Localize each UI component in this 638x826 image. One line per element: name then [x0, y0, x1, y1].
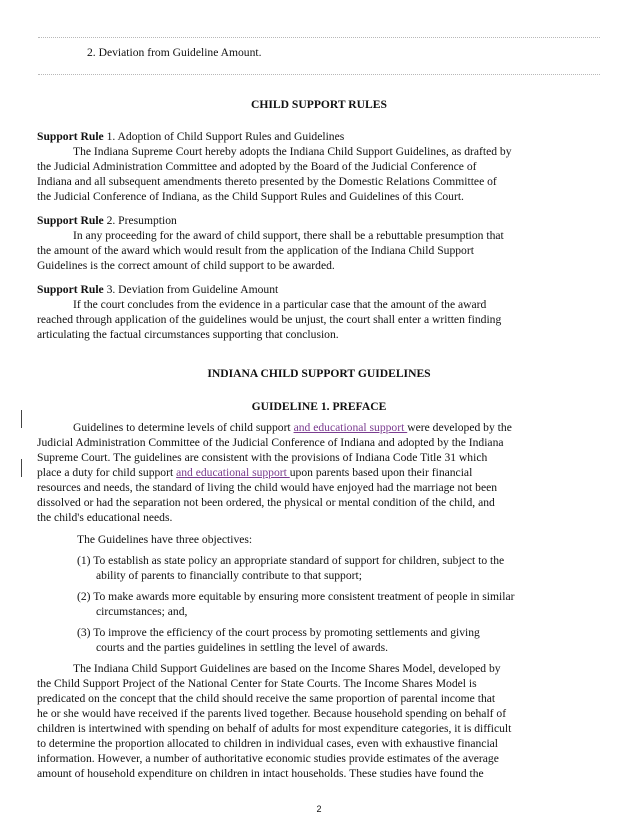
income-shares-line: children is intertwined with spending on behalf of adults for most expenditure categories, it is difficult — [37, 722, 512, 735]
preface-text: place a duty for child support — [37, 466, 177, 479]
rule1-line: Indiana and all subsequent amendments thereto presented by the Domestic Relations Committee of — [37, 175, 497, 188]
income-shares-line: amount of household expenditure on children in intact households. These studies have found the — [37, 767, 484, 780]
guidelines-heading: INDIANA CHILD SUPPORT GUIDELINES — [207, 367, 431, 380]
income-shares-line: he or she would have received if the parents lived together. Because household spending on behalf of — [37, 707, 507, 720]
preface-line — [73, 421, 512, 435]
rule3-label: Support Rule — [37, 283, 104, 296]
income-shares-line: to determine the proportion allocated to children in individual cases, even with exhaustive financial — [37, 737, 499, 750]
rule3-line: articulating the factual circumstances supporting that conclusion. — [37, 328, 339, 341]
rule2-line: the amount of the award which would result from the application of the Indiana Child Support — [37, 244, 474, 257]
preface-line: Supreme Court. The guidelines are consistent with the provisions of Indiana Code Title 31 which — [37, 451, 488, 464]
revision-bar — [21, 459, 22, 477]
educational-support-link[interactable]: and educational support — [293, 421, 408, 434]
page-number: 2 — [316, 804, 322, 814]
rule2-title-text: 2. Presumption — [103, 214, 177, 227]
objective-item: (1) To establish as state policy an appropriate standard of support for children, subject to the — [77, 554, 505, 567]
income-shares-line: information. However, a number of authoritative economic studies provide estimates of the average — [37, 752, 499, 765]
rule2-line: Guidelines is the correct amount of child support to be awarded. — [37, 259, 335, 272]
guideline1-heading: GUIDELINE 1. PREFACE — [251, 400, 387, 413]
preface-text: were developed by the — [407, 421, 512, 434]
rule3-title — [37, 283, 278, 297]
rule3-line: If the court concludes from the evidence in a particular case that the amount of the award — [73, 298, 487, 311]
toc-item[interactable]: 2. Deviation from Guideline Amount. — [87, 46, 262, 59]
rule1-line: the Judicial Conference of Indiana, as the Child Support Rules and Guidelines of this Court. — [37, 190, 464, 203]
income-shares-line: predicated on the concept that the child should receive the same proportion of parental income that — [37, 692, 496, 705]
objective-item: (3) To improve the efficiency of the court process by promoting settlements and giving — [77, 626, 480, 639]
rule1-line: The Indiana Supreme Court hereby adopts the Indiana Child Support Guidelines, as drafted by — [73, 145, 512, 158]
rule2-line: In any proceeding for the award of child support, there shall be a rebuttable presumption that — [73, 229, 504, 242]
income-shares-line: The Indiana Child Support Guidelines are based on the Income Shares Model, developed by — [73, 662, 501, 675]
rule3-title-text: 3. Deviation from Guideline Amount — [103, 283, 279, 296]
rule1-line: the Judicial Administration Committee and adopted by the Board of the Judicial Conference of — [37, 160, 477, 173]
educational-support-link[interactable]: and educational support — [176, 466, 290, 479]
preface-line: Judicial Administration Committee of the Judicial Conference of Indiana and adopted by the Indiana — [37, 436, 504, 449]
preface-line: resources and needs, the standard of living the child would have enjoyed had the marriage not been — [37, 481, 498, 494]
rule1-title — [37, 130, 344, 144]
objectives-intro: The Guidelines have three objectives: — [77, 533, 253, 546]
objective-item: courts and the parties guidelines in settling the level of awards. — [96, 641, 389, 654]
preface-line: the child's educational needs. — [37, 511, 173, 524]
preface-line — [37, 466, 472, 480]
rule1-label: Support Rule — [37, 130, 104, 143]
child-support-rules-heading: CHILD SUPPORT RULES — [251, 98, 387, 111]
preface-text: Guidelines to determine levels of child support — [73, 421, 294, 434]
rule2-title — [37, 214, 177, 228]
rule3-line: reached through application of the guidelines would be unjust, the court shall enter a written finding — [37, 313, 502, 326]
objective-item: (2) To make awards more equitable by ensuring more consistent treatment of people in similar — [77, 590, 515, 603]
preface-text: upon parents based upon their financial — [289, 466, 473, 479]
income-shares-line: the Child Support Project of the National Center for State Courts. The Income Shares Model is — [37, 677, 477, 690]
divider-top — [38, 37, 600, 38]
divider-bottom — [38, 74, 600, 75]
preface-line: dissolved or had the separation not been ordered, the physical or mental condition of the child, and — [37, 496, 495, 509]
revision-bar — [21, 410, 22, 428]
rule2-label: Support Rule — [37, 214, 104, 227]
objective-item: ability of parents to financially contribute to that support; — [96, 569, 362, 582]
rule1-title-text: 1. Adoption of Child Support Rules and Guidelines — [103, 130, 345, 143]
objective-item: circumstances; and, — [96, 605, 188, 618]
